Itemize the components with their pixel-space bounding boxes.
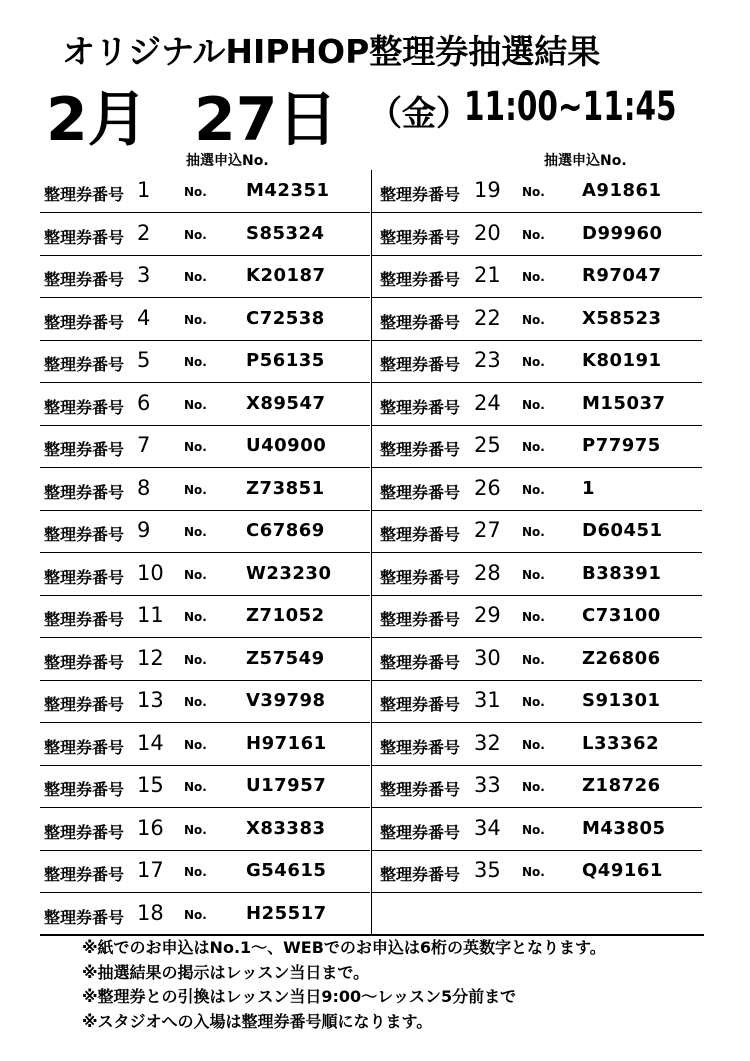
application-code: X58523: [582, 307, 662, 329]
ticket-label: 整理券番号: [44, 652, 125, 672]
no-label: No.: [184, 822, 207, 837]
application-code: D99960: [582, 222, 663, 244]
no-label: No.: [184, 907, 207, 922]
date-weekday: （金）: [368, 94, 470, 134]
ticket-label: 整理券番号: [44, 270, 125, 289]
application-code: U40900: [246, 435, 327, 456]
application-code: Q49161: [582, 860, 663, 881]
no-label: No.: [522, 270, 545, 284]
application-code: D60451: [582, 520, 663, 541]
no-label: No.: [184, 610, 207, 624]
ticket-number: 30: [474, 645, 501, 670]
ticket-label: 整理券番号: [44, 440, 125, 459]
table-row: [40, 723, 370, 766]
application-code: A91861: [582, 180, 662, 201]
ticket-label: 整理券番号: [380, 822, 461, 842]
ticket-label: 整理券番号: [380, 652, 461, 672]
application-code: K80191: [582, 350, 662, 371]
ticket-label: 整理券番号: [380, 355, 461, 374]
ticket-label: 整理券番号: [380, 482, 461, 502]
table-row: [40, 680, 370, 723]
ticket-number: 8: [137, 475, 151, 500]
application-code: Z57549: [246, 647, 325, 669]
no-label: No.: [522, 227, 545, 242]
ticket-label: 整理券番号: [380, 695, 461, 714]
table-row: [372, 468, 702, 511]
no-label: No.: [184, 695, 207, 709]
no-label: No.: [184, 652, 207, 667]
table-row: [40, 213, 370, 256]
application-code: U17957: [246, 775, 327, 796]
table-row: [40, 765, 370, 808]
no-label: No.: [184, 865, 207, 879]
ticket-number: 24: [474, 390, 501, 415]
no-label: No.: [184, 737, 207, 752]
ticket-number: 20: [474, 220, 501, 245]
no-label: No.: [184, 185, 207, 199]
ticket-number: 35: [474, 858, 501, 882]
ticket-number: 11: [137, 603, 164, 627]
ticket-label: 整理券番号: [44, 185, 125, 204]
ticket-label: 整理券番号: [44, 482, 125, 502]
ticket-label: 整理券番号: [380, 312, 461, 332]
table-row: [372, 680, 702, 723]
application-code: G54615: [246, 860, 327, 881]
left-column-heading: 抽選申込No.: [186, 153, 269, 169]
no-label: No.: [522, 185, 545, 199]
notes: [82, 936, 606, 1034]
ticket-number: 19: [474, 178, 501, 202]
ticket-label: 整理券番号: [44, 907, 125, 927]
application-code: B38391: [582, 562, 662, 584]
table-row: [40, 340, 370, 383]
table-row: [372, 510, 702, 553]
ticket-label: 整理券番号: [44, 737, 125, 757]
ticket-label: 整理券番号: [44, 780, 125, 799]
application-code: R97047: [582, 265, 662, 286]
application-code: W23230: [246, 562, 332, 584]
ticket-label: 整理券番号: [380, 610, 461, 629]
no-label: No.: [522, 482, 545, 497]
application-code: S91301: [582, 690, 661, 711]
table-row: [372, 850, 702, 893]
application-code: K20187: [246, 265, 326, 286]
application-code: M15037: [582, 392, 666, 414]
no-label: No.: [184, 227, 207, 242]
date-month: 2月: [46, 85, 148, 155]
table-row: [40, 553, 370, 596]
ticket-number: 29: [474, 603, 501, 627]
ticket-number: 21: [474, 263, 501, 287]
ticket-number: 23: [474, 348, 501, 372]
application-code: L33362: [582, 732, 660, 754]
ticket-label: 整理券番号: [380, 525, 461, 544]
ticket-label: 整理券番号: [44, 695, 125, 714]
ticket-number: 7: [137, 433, 151, 457]
ticket-number: 15: [137, 773, 164, 797]
no-label: No.: [522, 610, 545, 624]
no-label: No.: [184, 525, 207, 539]
ticket-label: 整理券番号: [44, 397, 125, 417]
ticket-label: 整理券番号: [44, 865, 125, 884]
ticket-number: 26: [474, 475, 501, 500]
application-code: H97161: [246, 732, 327, 754]
ticket-number: 10: [137, 560, 164, 585]
ticket-number: 2: [137, 220, 151, 245]
ticket-number: 5: [137, 348, 151, 372]
ticket-number: 3: [137, 263, 151, 287]
table-row: [372, 213, 702, 256]
table-row: [40, 425, 370, 468]
note-line: ※整理券との引換はレッスン当日9:00～レッスン5分前まで: [82, 987, 517, 1006]
ticket-number: 9: [137, 518, 151, 542]
application-code: H25517: [246, 902, 327, 924]
application-code: Z18726: [582, 775, 661, 796]
ticket-label: 整理券番号: [380, 737, 461, 757]
no-label: No.: [522, 652, 545, 667]
ticket-label: 整理券番号: [44, 227, 125, 247]
ticket-label: 整理券番号: [44, 312, 125, 332]
ticket-number: 27: [474, 518, 501, 542]
no-label: No.: [522, 440, 545, 454]
application-code: V39798: [246, 690, 326, 711]
application-code: Z71052: [246, 605, 325, 626]
note-line: ※スタジオへの入場は整理券番号順になります。: [82, 1011, 433, 1031]
no-label: No.: [184, 780, 207, 794]
no-label: No.: [522, 695, 545, 709]
application-code: C67869: [246, 520, 325, 541]
table-row: [372, 723, 702, 766]
ticket-label: 整理券番号: [380, 185, 461, 204]
no-label: No.: [522, 355, 545, 369]
application-code: S85324: [246, 222, 325, 244]
application-code: 1: [582, 477, 596, 499]
table-row: [372, 340, 702, 383]
ticket-number: 14: [137, 730, 164, 755]
application-code: X83383: [246, 817, 326, 839]
ticket-label: 整理券番号: [44, 567, 125, 587]
table-row: [372, 425, 702, 468]
right-column-heading: 抽選申込No.: [544, 153, 627, 169]
ticket-label: 整理券番号: [380, 440, 461, 459]
table-row: [372, 553, 702, 596]
ticket-label: 整理券番号: [44, 610, 125, 629]
application-code: X89547: [246, 392, 326, 414]
page-title: オリジナルHIPHOP整理券抽選結果: [62, 32, 601, 71]
table-row: [372, 595, 702, 638]
ticket-number: 32: [474, 730, 501, 755]
no-label: No.: [184, 312, 207, 327]
table-row: [40, 468, 370, 511]
ticket-number: 33: [474, 773, 501, 797]
ticket-number: 1: [137, 178, 151, 202]
ticket-label: 整理券番号: [44, 525, 125, 544]
no-label: No.: [522, 312, 545, 327]
application-code: C73100: [582, 605, 661, 626]
ticket-label: 整理券番号: [380, 397, 461, 417]
table-row: [372, 638, 702, 681]
ticket-number: 28: [474, 560, 501, 585]
ticket-label: 整理券番号: [380, 567, 461, 587]
table-row: [40, 808, 370, 851]
no-label: No.: [184, 440, 207, 454]
no-label: No.: [522, 822, 545, 837]
time-range: 11:00~11:45: [464, 84, 677, 130]
application-code: M43805: [582, 817, 666, 839]
table-row: [372, 383, 702, 426]
application-code: P56135: [246, 350, 325, 371]
table-row: [372, 170, 702, 213]
note-line: ※紙でのお申込はNo.1～、WEBでのお申込は6桁の英数字となります。: [82, 938, 606, 957]
ticket-label: 整理券番号: [380, 227, 461, 247]
no-label: No.: [522, 780, 545, 794]
ticket-number: 4: [137, 305, 151, 330]
no-label: No.: [184, 567, 207, 582]
note-line: ※抽選結果の掲示はレッスン当日まで。: [82, 962, 370, 982]
table-row: [40, 255, 370, 298]
table-row: [40, 298, 370, 341]
table-row: [40, 595, 370, 638]
no-label: No.: [184, 397, 207, 412]
ticket-label: 整理券番号: [380, 270, 461, 289]
table-row: [40, 170, 370, 213]
ticket-number: 6: [137, 390, 151, 415]
ticket-number: 16: [137, 815, 164, 840]
no-label: No.: [522, 737, 545, 752]
application-code: P77975: [582, 435, 661, 456]
table-row: [40, 638, 370, 681]
table-row: [372, 255, 702, 298]
application-code: M42351: [246, 180, 330, 201]
table-row: [372, 808, 702, 851]
ticket-number: 17: [137, 858, 164, 882]
table-row: [372, 765, 702, 808]
no-label: No.: [522, 865, 545, 879]
ticket-number: 34: [474, 815, 501, 840]
no-label: No.: [522, 567, 545, 582]
application-code: Z26806: [582, 647, 661, 669]
ticket-number: 31: [474, 688, 501, 712]
table-row: [40, 383, 370, 426]
ticket-number: 13: [137, 688, 164, 712]
table-row: [40, 510, 370, 553]
ticket-number: 22: [474, 305, 501, 330]
no-label: No.: [522, 525, 545, 539]
no-label: No.: [184, 270, 207, 284]
no-label: No.: [184, 482, 207, 497]
date-day: 27日: [194, 85, 338, 155]
table-row: [40, 893, 370, 936]
no-label: No.: [184, 355, 207, 369]
ticket-label: 整理券番号: [380, 780, 461, 799]
ticket-number: 12: [137, 645, 164, 670]
ticket-number: 25: [474, 433, 501, 457]
table-row: [40, 850, 370, 893]
application-code: C72538: [246, 307, 325, 329]
ticket-number: 18: [137, 900, 164, 925]
ticket-label: 整理券番号: [44, 355, 125, 374]
application-code: Z73851: [246, 477, 325, 499]
no-label: No.: [522, 397, 545, 412]
ticket-label: 整理券番号: [380, 865, 461, 884]
table-row: [372, 298, 702, 341]
ticket-label: 整理券番号: [44, 822, 125, 842]
